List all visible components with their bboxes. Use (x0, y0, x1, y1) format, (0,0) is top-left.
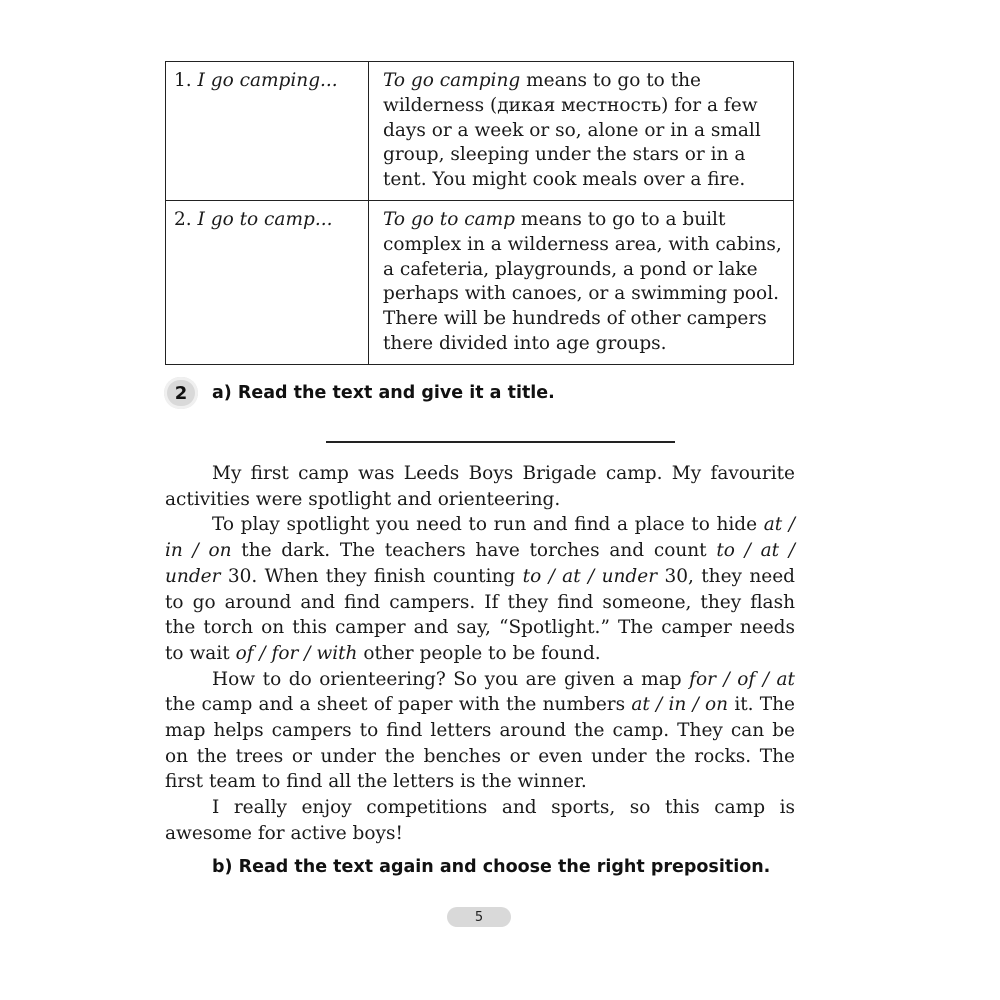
task-b-instruction: b) Read the text again and choose the right preposition. (212, 857, 771, 877)
definition-cell (369, 62, 794, 201)
preposition-choice[interactable]: to / at / under (522, 565, 658, 587)
paragraph: To play spotlight you need to run and find a place to hide at / in / on the dark. The teachers have torches and count to / at / under 30. When they finish counting to / at / under 30, they need to go around and find campers. If they find someone, they flash the torch on this camper and say, “Spotlight.” The camper needs to wait of / for / with other people to be found. (165, 514, 796, 664)
term-cell (166, 200, 369, 364)
preposition-choice[interactable]: for / of / at (689, 668, 795, 690)
title-answer-line[interactable] (326, 441, 675, 443)
paragraph: My first camp was Leeds Boys Brigade camp. My favourite activities were spotlight and orienteering. (165, 463, 795, 510)
term-number: 2. (174, 208, 198, 230)
reading-text (165, 461, 795, 847)
term-text: I go camping... (197, 70, 338, 91)
definition-cell (369, 200, 794, 364)
preposition-choice[interactable]: of / for / with (235, 642, 358, 664)
definition-text: means to go to the wilderness (дикая местность) for a few days or a week or so, alone or in a small group, sleeping under the stars or in a tent. You might cook meals over a fire. (383, 70, 761, 191)
definition-term: To go to camp (383, 208, 516, 230)
table-row (166, 200, 794, 364)
task-a-instruction: a) Read the text and give it a title. (212, 383, 555, 403)
paragraph: I really enjoy competitions and sports, so this camp is awesome for active boys! (165, 797, 795, 844)
preposition-choice[interactable]: at / in / on (631, 694, 729, 716)
term-cell (166, 62, 369, 201)
term-text: I go to camp... (197, 208, 333, 230)
task-number-badge: 2 (164, 377, 198, 409)
paragraph: How to do orienteering? So you are given a map for / of / at the camp and a sheet of paper with the numbers at / in / on it. The map helps campers to find letters around the camp. They can be on the trees or under the benches or even under the rocks. The first team to find all the letters is the winner. (165, 668, 795, 793)
preposition-choice[interactable]: at / in / on (165, 514, 796, 562)
term-number: 1. (174, 70, 198, 91)
table-row (166, 62, 794, 201)
definitions-table (165, 61, 794, 365)
task-heading (164, 377, 555, 409)
definition-term: To go camping (383, 70, 521, 91)
definition-text: means to go to a built complex in a wilderness area, with cabins, a cafeteria, playgrounds, a pond or lake perhaps with canoes, or a swimming pool. There will be hundreds of other campers there divided into age groups. (383, 208, 782, 354)
page-number: 5 (447, 907, 511, 927)
preposition-choice[interactable]: to / at / under (165, 540, 795, 587)
